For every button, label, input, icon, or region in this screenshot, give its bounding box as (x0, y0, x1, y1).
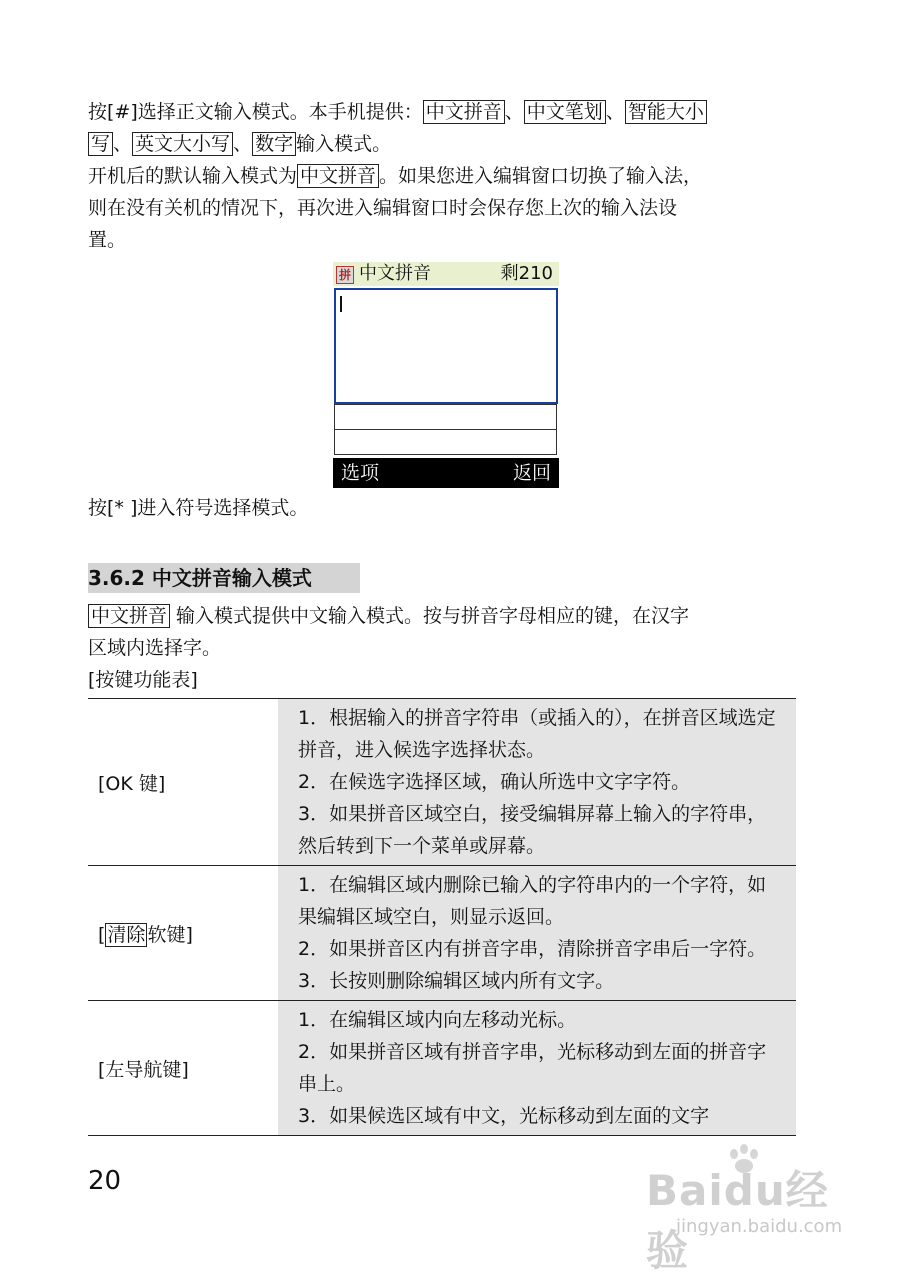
description-item: 2．在候选字选择区域，确认所选中文字字符。 (298, 771, 691, 793)
section-mode-box: 中文拼音 (88, 604, 170, 628)
default-mode-box: 中文拼音 (297, 164, 379, 188)
back-softkey: 返回 (512, 462, 551, 484)
key-cell: [ 清除 软键] (88, 866, 278, 1001)
mode-box-smart-case-cont: 写 (88, 132, 113, 156)
description-cell (278, 866, 796, 1001)
intro-line-2: 写 、 英文大小写 、 数字 输入模式。 (88, 128, 800, 160)
intro-paragraph (88, 96, 800, 256)
mode-box-english-case: 英文大小写 (132, 132, 233, 156)
description-item: 1．根据输入的拼音字符串（或插入的），在拼音区域选定拼音，进入候选字选择状态。 (298, 707, 776, 761)
watermark-logo-text: Baidu经验 (646, 1166, 829, 1275)
phone-edit-area (334, 288, 558, 404)
key-function-table (88, 698, 796, 1136)
description-item: 2．如果拼音区内有拼音字串，清除拼音字串后一字符。 (298, 938, 767, 960)
table-row (88, 866, 796, 1001)
description-item: 1．在编辑区域内向左移动光标。 (298, 1009, 577, 1031)
section-paragraph (88, 600, 800, 696)
description-item: 2．如果拼音区域有拼音字串，光标移动到左面的拼音字串上。 (298, 1041, 767, 1095)
description-cell (278, 1001, 796, 1136)
mode-box-number: 数字 (252, 132, 296, 156)
pinyin-mode-icon: 拼 (336, 266, 354, 284)
description-item: 3．如果候选区域有中文，光标移动到左面的文字 (298, 1105, 710, 1127)
candidate-row (334, 428, 557, 455)
phone-screen-illustration (333, 262, 559, 488)
intro-line-1: 按[#]选择正文输入模式。本手机提供： 中文拼音 、 中文笔划 、 智能大小 (88, 96, 800, 128)
text-cursor (340, 296, 342, 312)
softkey-bar (333, 458, 559, 488)
table-caption: [按键功能表] (88, 669, 198, 691)
mode-box-stroke: 中文笔划 (524, 100, 606, 124)
symbol-mode-note: 按[* ]进入符号选择模式。 (88, 497, 309, 519)
description-cell (278, 699, 796, 866)
mode-box-pinyin: 中文拼音 (423, 100, 505, 124)
intro-line-5: 置。 (88, 229, 127, 251)
intro-line-4: 则在没有关机的情况下，再次进入编辑窗口时会保存您上次的输入法设 (88, 197, 678, 219)
page-number: 20 (88, 1166, 122, 1196)
description-item: 3．长按则删除编辑区域内所有文字。 (298, 970, 615, 992)
description-item: 3．如果拼音区域空白，接受编辑屏幕上输入的字符串，然后转到下一个菜单或屏幕。 (298, 803, 767, 857)
watermark-url: jingyan.baidu.com (676, 1216, 843, 1237)
options-softkey: 选项 (341, 462, 380, 484)
section-line-2: 区域内选择字。 (88, 637, 222, 659)
phone-char-count: 剩210 (500, 263, 553, 284)
pinyin-row (334, 404, 557, 430)
section-heading: 3.6.2 中文拼音输入模式 (88, 563, 360, 593)
phone-mode-label: 中文拼音 (359, 263, 431, 284)
section-line-1: 中文拼音 输入模式提供中文输入模式。按与拼音字母相应的键，在汉字 (88, 600, 800, 632)
baidu-watermark (636, 1138, 866, 1275)
description-item: 1．在编辑区域内删除已输入的字符串内的一个字符，如果编辑区域空白，则显示返回。 (298, 874, 767, 928)
key-cell: [左导航键] (88, 1001, 278, 1136)
key-cell: [OK 键] (88, 699, 278, 866)
intro-line-3: 开机后的默认输入模式为 中文拼音 。如果您进入编辑窗口切换了输入法， (88, 165, 703, 187)
softkey-label-box: 清除 (107, 923, 146, 946)
phone-status-header (333, 262, 559, 286)
table-row (88, 699, 796, 866)
mode-box-smart-case: 智能大小 (625, 100, 707, 124)
table-row (88, 1001, 796, 1136)
